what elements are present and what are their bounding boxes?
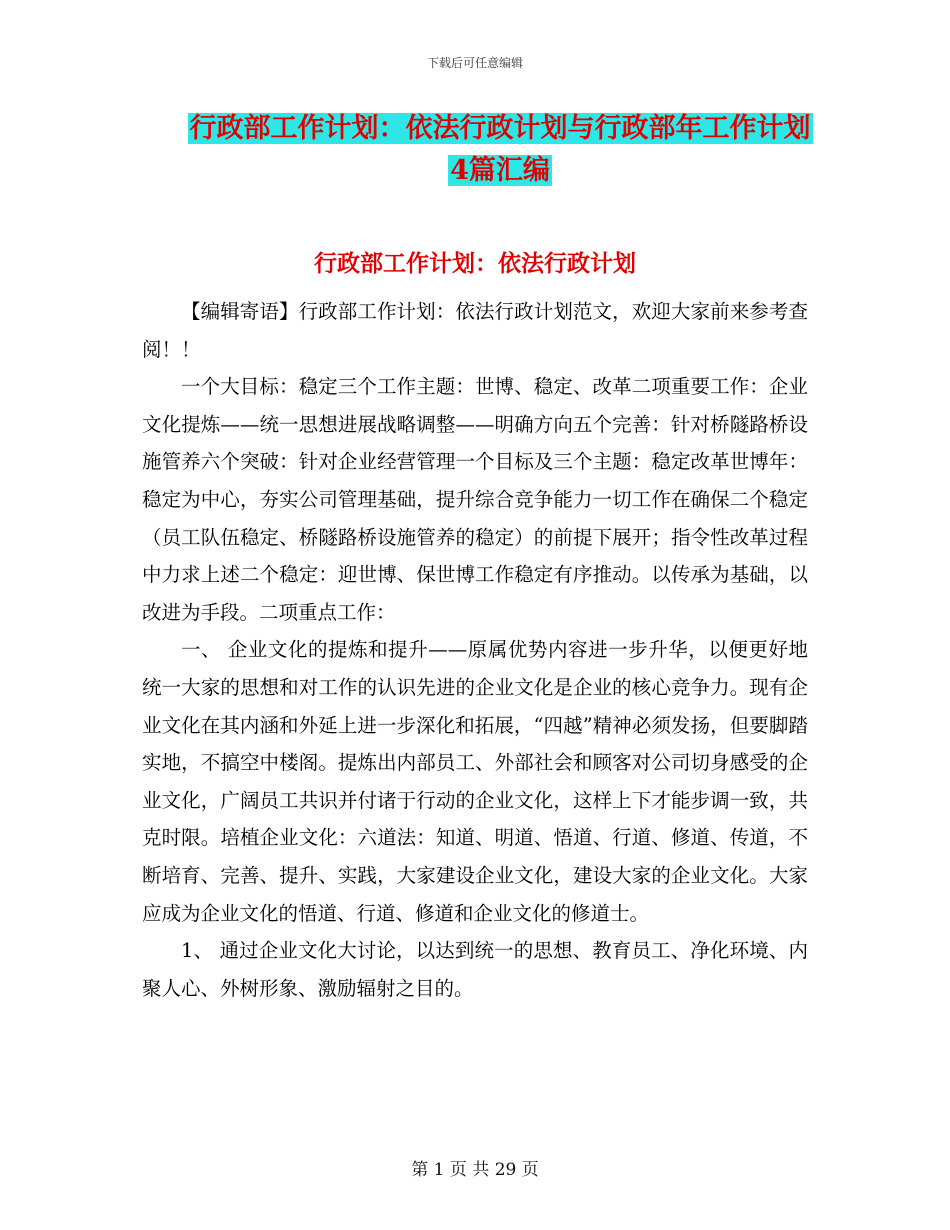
document-title-line-1: 行政部工作计划：依法行政计划与行政部年工作计划	[189, 113, 811, 144]
paragraph-goals: 一个大目标：稳定三个工作主题：世博、稳定、改革二项重要工作：企业文化提炼——统一思想进展战略调整——明确方向五个完善：针对桥隧路桥设施管养六个突破：针对企业经营管理一个目标及三个主题：稳定改革世博年：稳定为中心，夯实公司管理基础，提升综合竞争能力一切工作在确保二个稳定（员工队伍稳定、桥隧路桥设施管养的稳定）的前提下展开；指令性改革过程中力求上述二个稳定：迎世博、保世博工作稳定有序推动。以传承为基础，以改进为手段。二项重点工作：	[142, 375, 808, 624]
document-title-line-2: 4篇汇编	[450, 155, 550, 186]
document-title	[120, 108, 880, 192]
header-note: 下载后可任意编辑	[426, 56, 523, 70]
paragraph-editor-note: 【编辑寄语】行政部工作计划：依法行政计划范文，欢迎大家前来参考查阅！！	[142, 300, 808, 361]
paragraph-culture: 一、 企业文化的提炼和提升——原属优势内容进一步升华，以便更好地统一大家的思想和对工作的认识先进的企业文化是企业的核心竞争力。现有企业文化在其内涵和外延上进一步深化和拓展，“四越”精神必须发扬，但要脚踏实地，不搞空中楼阁。提炼出内部员工、外部社会和顾客对公司切身感受的企业文化，广阔员工共识并付诸于行动的企业文化，这样上下才能步调一致，共克时限。培植企业文化：六道法：知道、明道、悟道、行道、修道、传道，不断培育、完善、提升、实践，大家建设企业文化，建设大家的企业文化。大家应成为企业文化的悟道、行道、修道和企业文化的修道士。	[142, 638, 808, 925]
page-number: 第 1 页 共 29 页	[411, 1160, 539, 1180]
section-title: 行政部工作计划：依法行政计划	[314, 250, 636, 277]
document-body	[142, 293, 808, 1007]
paragraph-discussion: 1、 通过企业文化大讨论，以达到统一的思想、教育员工、净化环境、内聚人心、外树形象、激励辐射之目的。	[142, 939, 808, 1000]
